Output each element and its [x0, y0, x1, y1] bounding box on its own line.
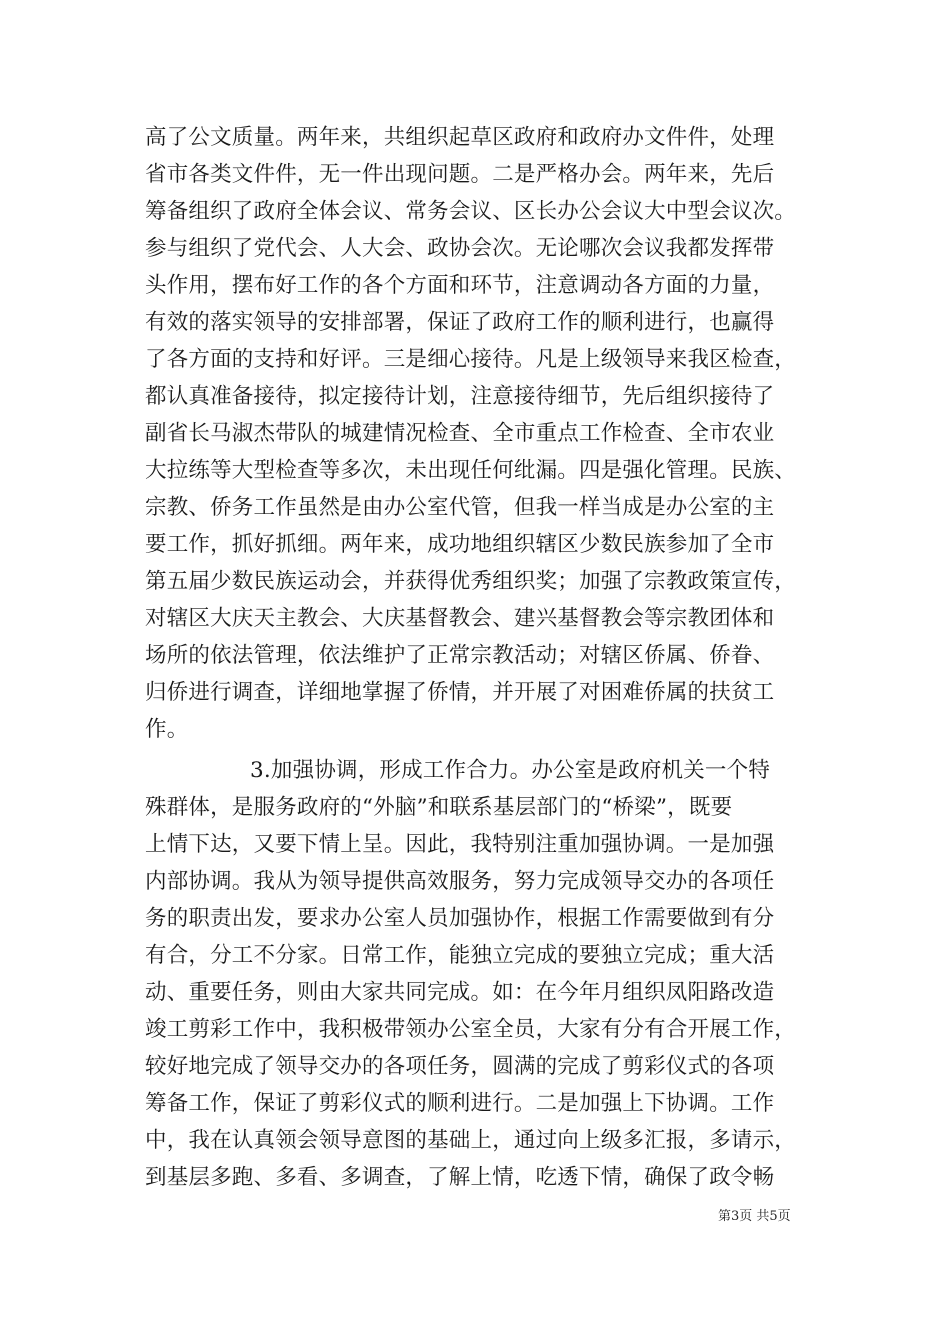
- body-text-line: 动、重要任务，则由大家共同完成。如：在今年月组织凤阳路改造: [145, 980, 775, 1005]
- section-heading-line: 3.加强协调，形成工作合力。办公室是政府机关一个特: [250, 758, 771, 783]
- body-text-line: 要工作，抓好抓细。两年来，成功地组织辖区少数民族参加了全市: [145, 532, 775, 557]
- body-text-line: 筹备工作，保证了剪彩仪式的顺利进行。二是加强上下协调。工作: [145, 1091, 775, 1116]
- body-text-line: 有合，分工不分家。日常工作，能独立完成的要独立完成；重大活: [145, 943, 775, 968]
- body-text-line: 第五届少数民族运动会，并获得优秀组织奖；加强了宗教政策宣传，: [145, 569, 797, 594]
- body-text-line: 大拉练等大型检查等多次，未出现任何纰漏。四是强化管理。民族、: [145, 458, 797, 483]
- body-text-line: 内部协调。我从为领导提供高效服务，努力完成领导交办的各项任: [145, 869, 775, 894]
- body-text-line: 了各方面的支持和好评。三是细心接待。凡是上级领导来我区检查，: [145, 347, 797, 372]
- body-text-line: 参与组织了党代会、人大会、政协会次。无论哪次会议我都发挥带: [145, 236, 775, 261]
- body-text-line: 副省长马淑杰带队的城建情况检查、全市重点工作检查、全市农业: [145, 421, 775, 446]
- body-text-line: 较好地完成了领导交办的各项任务，圆满的完成了剪彩仪式的各项: [145, 1054, 775, 1079]
- body-text-line: 宗教、侨务工作虽然是由办公室代管，但我一样当成是办公室的主: [145, 495, 775, 520]
- body-text-line: 对辖区大庆天主教会、大庆基督教会、建兴基督教会等宗教团体和: [145, 606, 775, 631]
- body-text-line: 殊群体，是服务政府的“外脑”和联系基层部门的“桥梁”，既要: [145, 795, 733, 820]
- body-text-line: 有效的落实领导的安排部署，保证了政府工作的顺利进行，也赢得: [145, 310, 775, 335]
- body-text-line: 场所的依法管理，依法维护了正常宗教活动；对辖区侨属、侨眷、: [145, 643, 775, 668]
- body-text-line: 中，我在认真领会领导意图的基础上，通过向上级多汇报，多请示，: [145, 1128, 797, 1153]
- body-text-line: 到基层多跑、多看、多调查，了解上情，吃透下情，确保了政令畅: [145, 1165, 775, 1190]
- body-text-line: 高了公文质量。两年来，共组织起草区政府和政府办文件件，处理: [145, 125, 775, 150]
- body-text-line: 都认真准备接待，拟定接待计划，注意接待细节，先后组织接待了: [145, 384, 775, 409]
- body-text-line: 务的职责出发，要求办公室人员加强协作，根据工作需要做到有分: [145, 906, 775, 931]
- body-text-line: 头作用，摆布好工作的各个方面和环节，注意调动各方面的力量，: [145, 273, 775, 298]
- page-number-footer: 第3页 共5页: [718, 1209, 791, 1224]
- body-text-line: 竣工剪彩工作中，我积极带领办公室全员，大家有分有合开展工作，: [145, 1017, 797, 1042]
- body-text-line: 归侨进行调查，详细地掌握了侨情，并开展了对困难侨属的扶贫工: [145, 680, 775, 705]
- body-text-line: 省市各类文件件，无一件出现问题。二是严格办会。两年来，先后: [145, 162, 775, 187]
- body-text-line: 筹备组织了政府全体会议、常务会议、区长办公会议大中型会议次。: [145, 199, 797, 224]
- body-text-line: 作。: [145, 717, 189, 742]
- body-text-line: 上情下达，又要下情上呈。因此，我特别注重加强协调。一是加强: [145, 832, 775, 857]
